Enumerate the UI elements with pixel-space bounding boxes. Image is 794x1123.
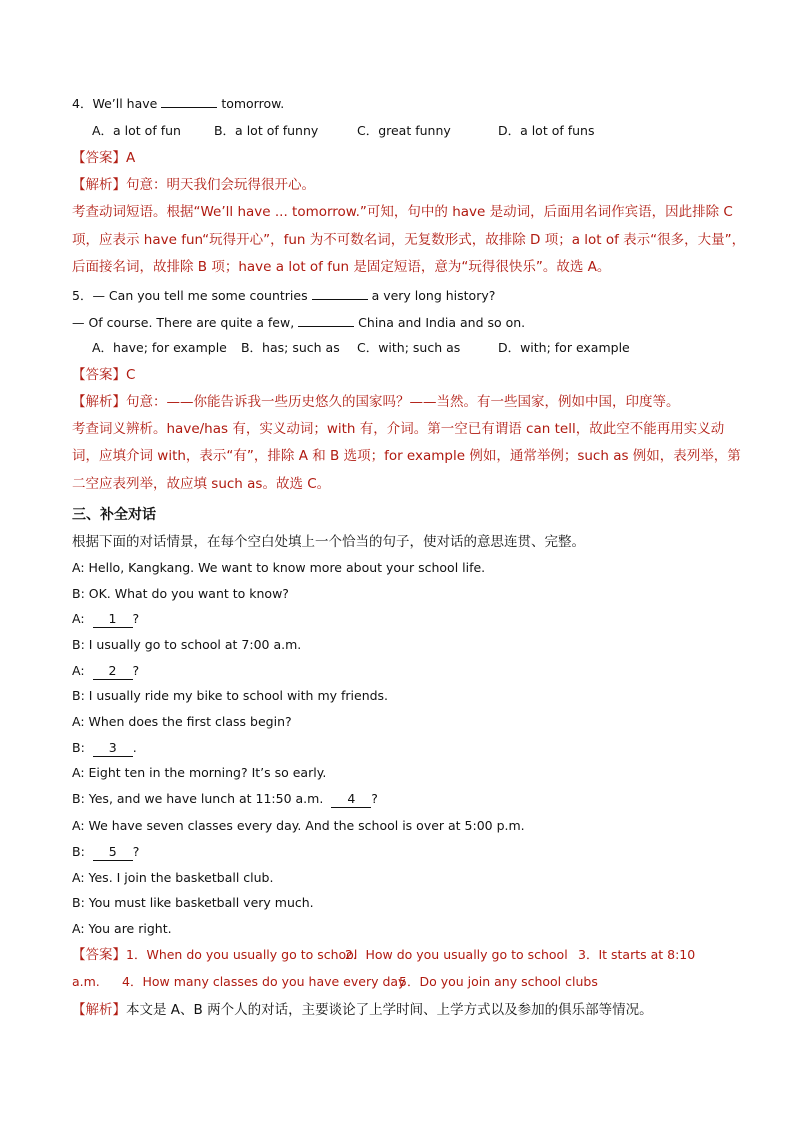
question-5-line-1 (72, 287, 495, 304)
q5-analysis-line-1: 考查词义辨析。have/has 有，实义动词；with 有，介词。第一空已有谓语 can tell，故此空不能再用实义动 (72, 421, 725, 437)
dialogue-line-blank-2 (72, 663, 139, 680)
section-3-answers-line-2 (72, 974, 598, 990)
answer-1: 1．When do you usually go to school (126, 947, 358, 962)
q4-answer-label: 【答案】 (72, 150, 126, 166)
dialogue-line-blank-1 (72, 611, 139, 628)
answer-5: 5．Do you join any school clubs (399, 974, 598, 989)
q5-option-a: A．have; for example (92, 340, 227, 355)
q4-options (92, 123, 595, 139)
dialogue-speaker: A: (72, 663, 85, 678)
q4-option-d: D．a lot of funs (497, 123, 595, 138)
dialogue-blank-3: 3 (93, 740, 133, 757)
q5-meaning-text: 句意：——你能告诉我一些历史悠久的国家吗？——当然。有一些国家，例如中国，印度等。 (126, 394, 680, 410)
dialogue-line: A: You are right. (72, 921, 172, 936)
dialogue-line: A: Yes. I join the basketball club. (72, 870, 274, 885)
q4-blank (161, 95, 217, 108)
dialogue-line: A: When does the first class begin? (72, 714, 292, 729)
answer-3: 3．It starts at 8:10 (578, 947, 696, 962)
q4-prefix: 4．We’ll have (72, 96, 158, 111)
section-3-title: 三、补全对话 (72, 507, 156, 523)
q5-analysis-label: 【解析】 (72, 394, 126, 410)
q4-meaning-text: 句意：明天我们会玩得很开心。 (126, 177, 315, 193)
q5-line2-prefix: — Of course. There are quite a few, (72, 315, 295, 330)
q5-option-b: B．has; such as (240, 340, 340, 355)
dialogue-line: A: Eight ten in the morning? It’s so early. (72, 765, 327, 780)
q4-option-b: B．a lot of funny (213, 123, 319, 138)
dialogue-text: B: Yes, and we have lunch at 11:50 a.m. (72, 791, 324, 806)
dialogue-blank-1: 1 (93, 611, 133, 628)
dialogue-line-blank-5 (72, 844, 139, 861)
q5-option-c: C．with; such as (356, 340, 461, 355)
dialogue-punct: ? (132, 844, 140, 859)
section-3-analysis-text: 本文是 A、B 两个人的对话，主要谈论了上学时间、上学方式以及参加的俱乐部等情况。 (126, 1002, 653, 1018)
q4-option-c: C．great funny (356, 123, 451, 138)
section-3-analysis-label: 【解析】 (72, 1002, 126, 1018)
q4-analysis-label: 【解析】 (72, 177, 126, 193)
q5-answer-value: C (126, 367, 136, 383)
q4-answer (72, 150, 135, 166)
q5-blank-2 (298, 314, 354, 327)
answer-2: 2．How do you usually go to school (345, 947, 568, 962)
dialogue-line: B: OK. What do you want to know? (72, 586, 289, 601)
q5-options (92, 340, 630, 356)
q5-line1-suffix: a very long history? (371, 288, 496, 303)
q4-analysis-line-3: 后面接名词，故排除 B 项；have a lot of fun 是固定短语，意为“玩得很快乐”。故选 A。 (72, 259, 611, 275)
q5-analysis-line-2: 词，应填介词 with，表示“有”，排除 A 和 B 选项；for example 例如，通常举例；such as 例如，表列举，第 (72, 448, 741, 464)
answer-4: 4．How many classes do you have every day (122, 974, 406, 989)
question-5-line-2 (72, 314, 525, 331)
q4-analysis-line-1: 考查动词短语。根据“We’ll have ... tomorrow.”可知，句中的 have 是动词，后面用名词作宾语，因此排除 C (72, 204, 733, 220)
dialogue-line: B: You must like basketball very much. (72, 895, 314, 910)
dialogue-line: B: I usually go to school at 7:00 a.m. (72, 637, 302, 652)
section-3-analysis (72, 1002, 653, 1018)
dialogue-speaker: B: (72, 844, 85, 859)
dialogue-speaker: A: (72, 611, 85, 626)
section-3-answers-line-1 (72, 947, 695, 963)
section-3-answer-label: 【答案】 (72, 947, 126, 963)
q5-line1-prefix: 5．— Can you tell me some countries (72, 288, 308, 303)
answer-3-continued: a.m. (72, 974, 100, 989)
dialogue-line: A: Hello, Kangkang. We want to know more about your school life. (72, 560, 486, 575)
q5-answer-label: 【答案】 (72, 367, 126, 383)
dialogue-line: B: I usually ride my bike to school with my friends. (72, 688, 389, 703)
q5-analysis-meaning (72, 394, 680, 410)
dialogue-punct: ? (132, 611, 140, 626)
q4-answer-value: A (126, 150, 136, 166)
dialogue-punct: ? (371, 791, 378, 806)
q5-line2-suffix: China and India and so on. (358, 315, 526, 330)
q5-answer (72, 367, 135, 383)
dialogue-line: A: We have seven classes every day. And the school is over at 5:00 p.m. (72, 818, 525, 833)
q4-analysis-meaning (72, 177, 315, 193)
q4-analysis-line-2: 项，应表示 have fun“玩得开心”，fun 为不可数名词，无复数形式，故排除 D 项；a lot of 表示“很多，大量”， (72, 232, 746, 248)
question-4 (72, 95, 284, 112)
dialogue-line-blank-3 (72, 740, 137, 757)
q5-option-d: D．with; for example (497, 340, 630, 355)
dialogue-blank-2: 2 (93, 663, 133, 680)
q4-option-a: A．a lot of fun (92, 123, 181, 138)
q5-analysis-line-3: 二空应表列举，故应填 such as。故选 C。 (72, 476, 331, 492)
section-3-instruction: 根据下面的对话情景，在每个空白处填上一个恰当的句子，使对话的意思连贯、完整。 (72, 534, 585, 550)
q4-suffix: tomorrow. (221, 96, 285, 111)
dialogue-speaker: B: (72, 740, 85, 755)
dialogue-punct: ? (132, 663, 140, 678)
q5-blank-1 (312, 287, 368, 300)
dialogue-punct: . (132, 740, 137, 755)
dialogue-blank-5: 5 (93, 844, 133, 861)
dialogue-blank-4: 4 (331, 791, 371, 808)
dialogue-line-blank-4 (72, 791, 378, 808)
